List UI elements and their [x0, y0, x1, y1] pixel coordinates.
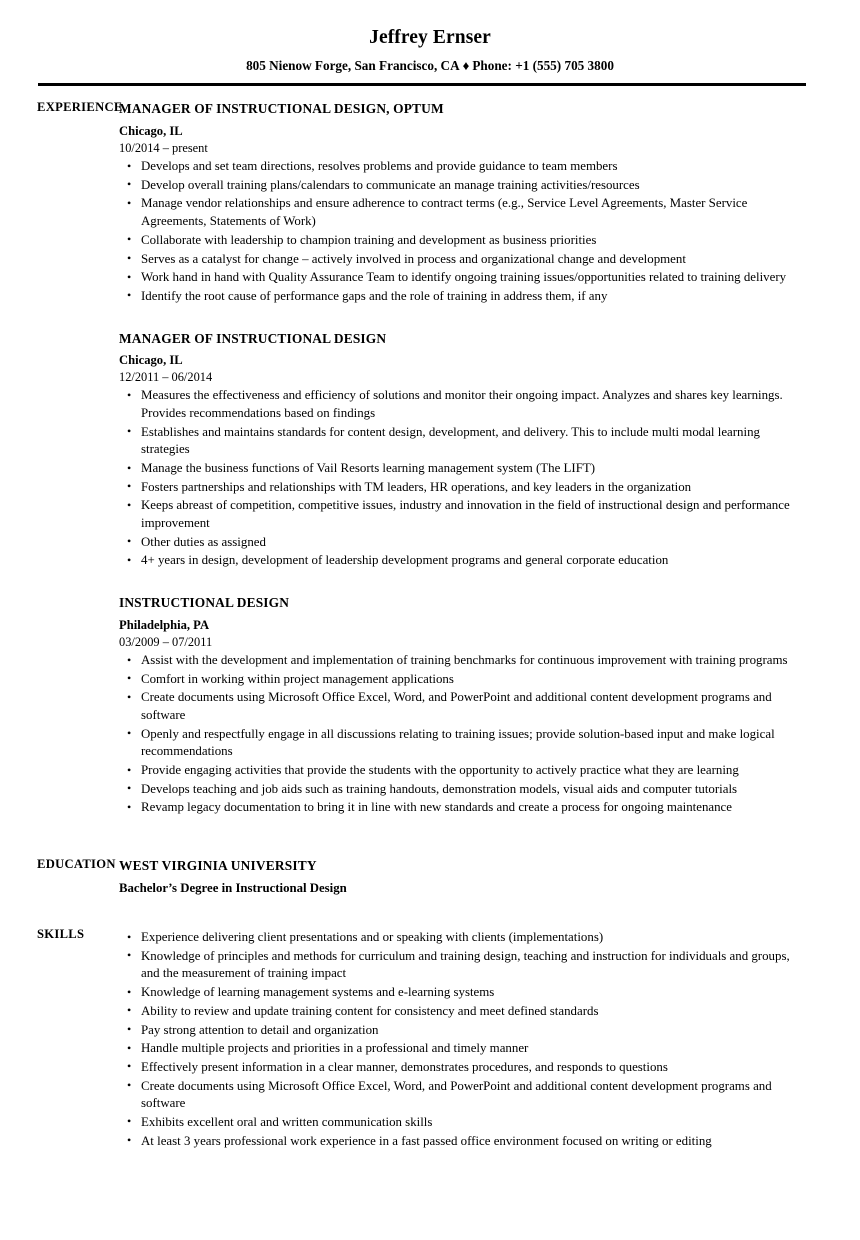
section-label-experience: EXPERIENCE [37, 100, 123, 115]
list-item: • Collaborate with leadership to champion training and development as business priorities [119, 232, 810, 250]
header-divider [38, 83, 806, 86]
list-item: • Measures the effectiveness and efficiency of solutions and monitor their ongoing impact. Analyzes and shares key learnings. Provides recommendations based on findings [119, 387, 810, 422]
resume-header [0, 0, 860, 86]
list-item: • Knowledge of learning management systems and e-learning systems [119, 984, 810, 1002]
section-experience [0, 100, 860, 817]
section-label-skills: SKILLS [37, 927, 85, 942]
diamond-separator-icon: ♦ [462, 58, 470, 74]
list-item: • Comfort in working within project management applications [119, 671, 810, 689]
section-skills [0, 927, 860, 1150]
experience-entry [119, 330, 810, 571]
list-item: • Openly and respectfully engage in all discussions relating to training issues; provide solution-based input and make logical recommendations [119, 726, 810, 761]
list-item: • Assist with the development and implementation of training benchmarks for continuous improvement with training programs [119, 652, 810, 670]
list-item: • Develop overall training plans/calendars to communicate an manage training activities/resources [119, 177, 810, 195]
education-school: WEST VIRGINIA UNIVERSITY [119, 858, 317, 874]
candidate-name: Jeffrey Ernser [369, 27, 491, 48]
list-item: • Manage the business functions of Vail Resorts learning management system (The LIFT) [119, 460, 810, 478]
education-degree: Bachelor’s Degree in Instructional Design [119, 880, 347, 895]
list-item: • Revamp legacy documentation to bring it in line with new standards and create a process for ongoing maintenance [119, 799, 810, 817]
job-dates: 10/2014 – present [119, 141, 208, 156]
education-entries [119, 857, 860, 896]
skills-bullet-list [119, 929, 810, 1150]
job-location: Chicago, IL [119, 123, 183, 138]
section-education [0, 857, 860, 896]
list-item: • Keeps abreast of competition, competitive issues, industry and innovation in the field of instructional design and performance improvement [119, 497, 810, 532]
list-item: • Experience delivering client presentations and or speaking with clients (implementations) [119, 929, 810, 947]
list-item: • Handle multiple projects and priorities in a professional and timely manner [119, 1040, 810, 1058]
list-item: • Develops teaching and job aids such as training handouts, demonstration models, visual aids and computer tutorials [119, 781, 810, 799]
job-dates: 12/2011 – 06/2014 [119, 370, 213, 385]
experience-entries [119, 100, 860, 817]
list-item: • Exhibits excellent oral and written communication skills [119, 1114, 810, 1132]
list-item: • Work hand in hand with Quality Assurance Team to identify ongoing training issues/opportunities related to training delivery [119, 269, 810, 287]
list-item: • Create documents using Microsoft Office Excel, Word, and PowerPoint and additional content development programs and software [119, 1078, 810, 1113]
list-item: • Manage vendor relationships and ensure adherence to contract terms (e.g., Service Level Agreements, Master Service Agreements, Statements of Work) [119, 195, 810, 230]
experience-entry [119, 594, 810, 817]
list-item: • Ability to review and update training content for consistency and meet defined standards [119, 1003, 810, 1021]
job-title: INSTRUCTIONAL DESIGN [119, 595, 290, 611]
list-item: • Fosters partnerships and relationships with TM leaders, HR operations, and key leaders in the organization [119, 479, 810, 497]
job-location: Philadelphia, PA [119, 617, 210, 632]
list-item: • 4+ years in design, development of leadership development programs and general corporate education [119, 552, 810, 570]
job-location: Chicago, IL [119, 352, 183, 367]
section-label-education: EDUCATION [37, 857, 116, 872]
list-item: • Serves as a catalyst for change – actively involved in process and organizational change and development [119, 251, 810, 269]
list-item: • Establishes and maintains standards for content design, development, and delivery. This to include multi modal learning strategies [119, 424, 810, 459]
list-item: • Create documents using Microsoft Office Excel, Word, and PowerPoint and additional content development programs and software [119, 689, 810, 724]
list-item: • At least 3 years professional work experience in a fast passed office environment focused on writing or editing [119, 1133, 810, 1151]
experience-entry [119, 100, 810, 305]
list-item: • Knowledge of principles and methods for curriculum and training design, teaching and instruction for individuals and groups, and the measurement of training impact [119, 948, 810, 983]
job-title: MANAGER OF INSTRUCTIONAL DESIGN, OPTUM [119, 101, 444, 117]
contact-line [0, 58, 860, 74]
list-item: • Pay strong attention to detail and organization [119, 1022, 810, 1040]
job-bullet-list [119, 158, 810, 305]
job-bullet-list [119, 387, 810, 570]
skills-entries [119, 927, 860, 1150]
job-bullet-list [119, 652, 810, 817]
list-item: • Effectively present information in a clear manner, demonstrates procedures, and responds to questions [119, 1059, 810, 1077]
contact-address: 805 Nienow Forge, San Francisco, CA [246, 58, 460, 74]
list-item: • Other duties as assigned [119, 534, 810, 552]
list-item: • Develops and set team directions, resolves problems and provide guidance to team members [119, 158, 810, 176]
job-title: MANAGER OF INSTRUCTIONAL DESIGN [119, 330, 387, 346]
list-item: • Identify the root cause of performance gaps and the role of training in address them, if any [119, 288, 810, 306]
list-item: • Provide engaging activities that provide the students with the opportunity to actively practice what they are learning [119, 762, 810, 780]
contact-phone: Phone: +1 (555) 705 3800 [472, 58, 614, 74]
job-dates: 03/2009 – 07/2011 [119, 634, 213, 649]
